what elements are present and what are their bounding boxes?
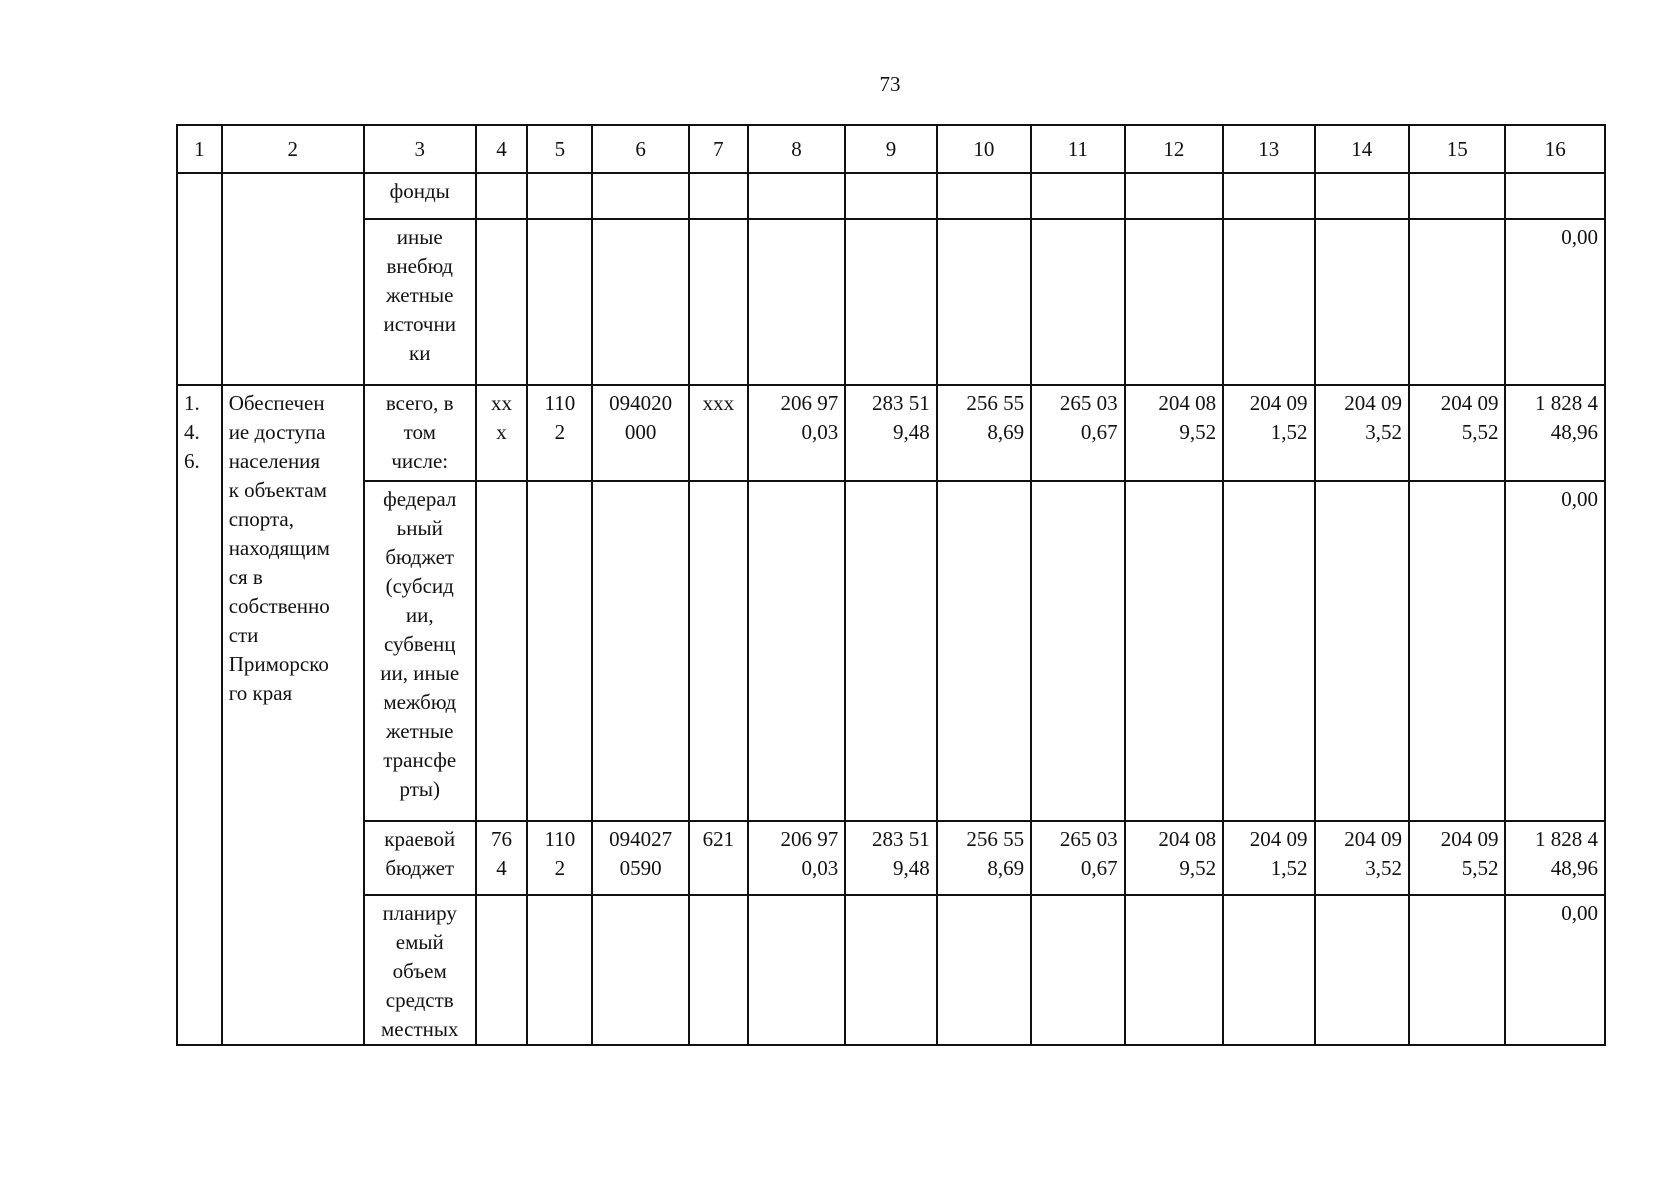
- total-cell: 0,00: [1505, 895, 1605, 1045]
- header-row: [177, 125, 1605, 173]
- empty-cell: [845, 481, 936, 821]
- value-cell: 204 09 1,52: [1223, 385, 1314, 481]
- empty-cell: [1125, 219, 1224, 385]
- header-cell: 7: [689, 125, 748, 173]
- value-cell: 265 03 0,67: [1031, 385, 1124, 481]
- header-cell: 6: [592, 125, 688, 173]
- value-cell: 204 09 1,52: [1223, 821, 1314, 895]
- value-cell: 256 55 8,69: [937, 821, 1031, 895]
- empty-cell: [748, 895, 846, 1045]
- empty-cell: [937, 219, 1031, 385]
- value-cell: 204 09 5,52: [1409, 821, 1505, 895]
- empty-cell: [845, 895, 936, 1045]
- empty-cell: [1031, 481, 1124, 821]
- header-cell: 16: [1505, 125, 1605, 173]
- empty-cell: [527, 173, 592, 219]
- empty-cell: [1315, 219, 1409, 385]
- item-name: Обеспечен ие доступа населения к объектам спорта, находящим ся в собственно сти Приморско го края: [222, 385, 364, 1045]
- empty-cell: [937, 481, 1031, 821]
- value-cell: 256 55 8,69: [937, 385, 1031, 481]
- grbs-cell: 76 4: [476, 821, 528, 895]
- empty-cell: [1223, 173, 1314, 219]
- value-cell: 204 09 5,52: [1409, 385, 1505, 481]
- header-cell: 5: [527, 125, 592, 173]
- empty-cell: [845, 219, 936, 385]
- source-cell: краевой бюджет: [364, 821, 476, 895]
- empty-cell: [1031, 219, 1124, 385]
- row-fondy: [177, 173, 1605, 219]
- value-cell: 283 51 9,48: [845, 385, 936, 481]
- value-cell: 204 08 9,52: [1125, 821, 1224, 895]
- header-cell: 11: [1031, 125, 1124, 173]
- empty-cell: [689, 895, 748, 1045]
- source-cell: федерал ьный бюджет (субсид ии, субвенц ии, иные межбюд жетные трансфе рты): [364, 481, 476, 821]
- empty-cell: [1409, 173, 1505, 219]
- total-cell: 0,00: [1505, 481, 1605, 821]
- row-kraevoy: [177, 821, 1605, 895]
- empty-cell: [476, 481, 528, 821]
- empty-cell: [592, 481, 688, 821]
- total-cell: 1 828 4 48,96: [1505, 385, 1605, 481]
- value-cell: 204 09 3,52: [1315, 385, 1409, 481]
- empty-cell: [1031, 173, 1124, 219]
- empty-cell: [177, 173, 222, 385]
- header-cell: 12: [1125, 125, 1224, 173]
- header-cell: 1: [177, 125, 222, 173]
- grbs-cell: хх х: [476, 385, 528, 481]
- section-cell: 110 2: [527, 385, 592, 481]
- empty-cell: [845, 173, 936, 219]
- empty-cell: [1125, 173, 1224, 219]
- page-number: 73: [879, 72, 901, 96]
- empty-cell: [527, 481, 592, 821]
- value-cell: 204 08 9,52: [1125, 385, 1224, 481]
- empty-cell: [1031, 895, 1124, 1045]
- empty-cell: [592, 173, 688, 219]
- empty-cell: [1315, 895, 1409, 1045]
- csr-cell: 094020 000: [592, 385, 688, 481]
- empty-cell: [1125, 481, 1224, 821]
- empty-cell: [592, 895, 688, 1045]
- empty-cell: [937, 173, 1031, 219]
- empty-cell: [476, 895, 528, 1045]
- header-cell: 3: [364, 125, 476, 173]
- empty-cell: [689, 173, 748, 219]
- header-cell: 8: [748, 125, 846, 173]
- empty-cell: [937, 895, 1031, 1045]
- total-cell: 0,00: [1505, 219, 1605, 385]
- value-cell: 265 03 0,67: [1031, 821, 1124, 895]
- vr-cell: 621: [689, 821, 748, 895]
- empty-cell: [1409, 219, 1505, 385]
- empty-cell: [1315, 481, 1409, 821]
- value-cell: 283 51 9,48: [845, 821, 936, 895]
- value-cell: 206 97 0,03: [748, 385, 846, 481]
- source-cell: фонды: [364, 173, 476, 219]
- vr-cell: ххх: [689, 385, 748, 481]
- empty-cell: [1505, 173, 1605, 219]
- empty-cell: [592, 219, 688, 385]
- empty-cell: [1223, 481, 1314, 821]
- source-cell: всего, в том числе:: [364, 385, 476, 481]
- value-cell: 206 97 0,03: [748, 821, 846, 895]
- empty-cell: [476, 219, 528, 385]
- empty-cell: [1223, 895, 1314, 1045]
- empty-cell: [748, 481, 846, 821]
- empty-cell: [1223, 219, 1314, 385]
- row-vsego: [177, 385, 1605, 481]
- csr-cell: 094027 0590: [592, 821, 688, 895]
- empty-cell: [689, 219, 748, 385]
- section-cell: 110 2: [527, 821, 592, 895]
- header-cell: 14: [1315, 125, 1409, 173]
- value-cell: 204 09 3,52: [1315, 821, 1409, 895]
- empty-cell: [748, 219, 846, 385]
- header-cell: 2: [222, 125, 364, 173]
- source-cell: иные внебюд жетные источни ки: [364, 219, 476, 385]
- header-cell: 15: [1409, 125, 1505, 173]
- empty-cell: [222, 173, 364, 385]
- source-cell: планиру емый объем средств местных: [364, 895, 476, 1045]
- empty-cell: [748, 173, 846, 219]
- empty-cell: [1409, 895, 1505, 1045]
- row-inye: [177, 219, 1605, 385]
- empty-cell: [527, 219, 592, 385]
- header-cell: 9: [845, 125, 936, 173]
- budget-table: [176, 124, 1606, 1046]
- total-cell: 1 828 4 48,96: [1505, 821, 1605, 895]
- empty-cell: [476, 173, 528, 219]
- row-planned: [177, 895, 1605, 1045]
- empty-cell: [1125, 895, 1224, 1045]
- empty-cell: [527, 895, 592, 1045]
- item-number: 1. 4. 6.: [177, 385, 222, 1045]
- header-cell: 4: [476, 125, 528, 173]
- row-federal: [177, 481, 1605, 821]
- header-cell: 13: [1223, 125, 1314, 173]
- empty-cell: [689, 481, 748, 821]
- empty-cell: [1315, 173, 1409, 219]
- header-cell: 10: [937, 125, 1031, 173]
- empty-cell: [1409, 481, 1505, 821]
